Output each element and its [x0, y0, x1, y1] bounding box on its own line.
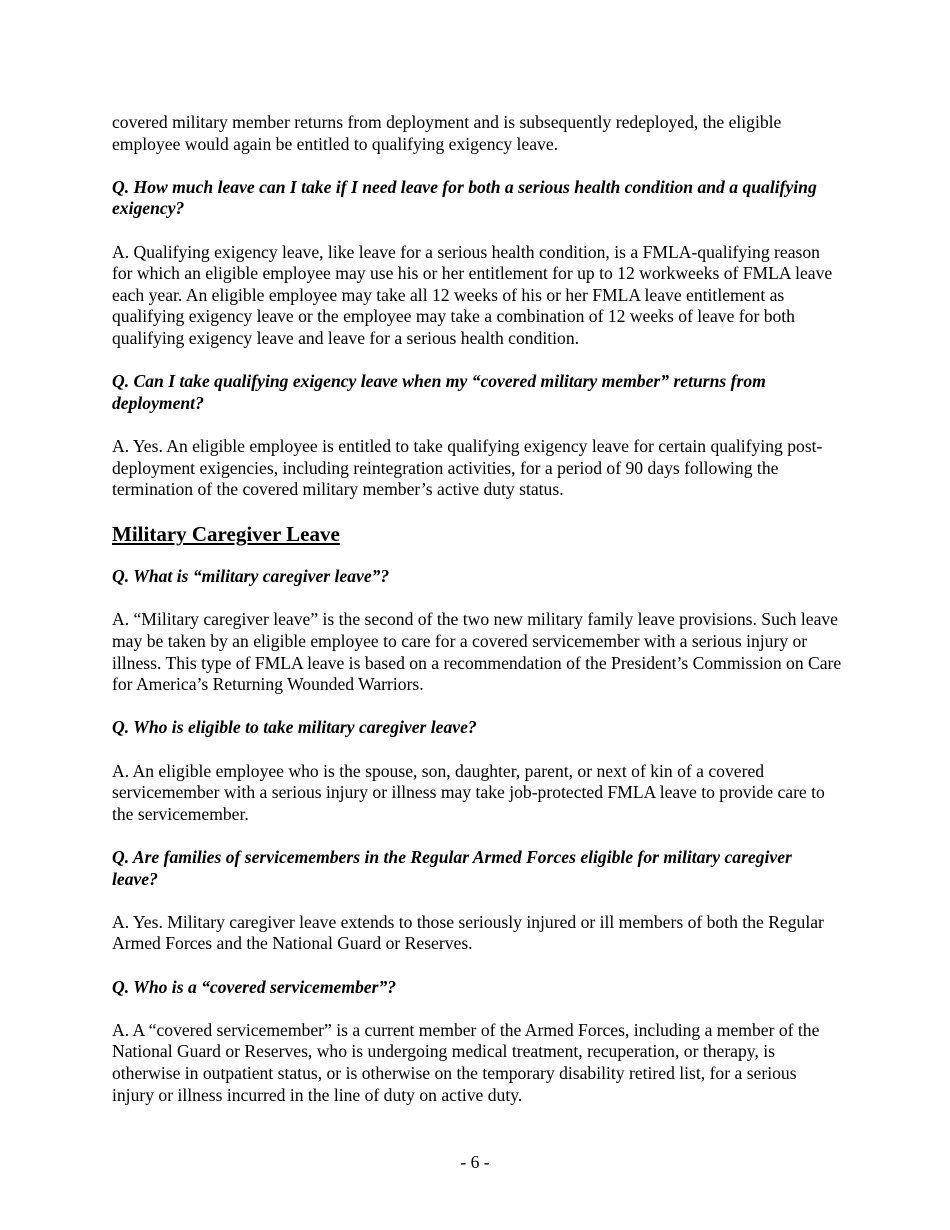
answer-who-is-eligible: A. An eligible employee who is the spouse, son, daughter, parent, or next of kin of a covered servicemember with a serious injury or illness may take job-protected FMLA leave to provide care to the servicemember. [112, 760, 825, 824]
page-number: - 6 - [460, 1152, 490, 1172]
question-post-deployment: Q. Can I take qualifying exigency leave when my “covered military member” returns from deployment? [112, 371, 766, 413]
answer-leave-both: A. Qualifying exigency leave, like leave for a serious health condition, is a FMLA-qualifying reason for which an eligible employee may use his or her entitlement for up to 12 workweeks of FMLA leave each year. An eligible employee may take all 12 weeks of his or her FMLA leave entitlement as qualifying exigency leave or the employee may take a combination of 12 weeks of leave for both qualifying exigency leave and leave for a serious health condition. [112, 241, 833, 348]
question-regular-armed-forces: Q. Are families of servicemembers in the Regular Armed Forces eligible for military caregiver leave? [112, 847, 792, 889]
answer-regular-armed-forces: A. Yes. Military caregiver leave extends to those seriously injured or ill members of both the Regular Armed Forces and the National Guard or Reserves. [112, 911, 824, 954]
continued-paragraph: covered military member returns from deployment and is subsequently redeployed, the eligible employee would again be entitled to qualifying exigency leave. [112, 112, 782, 154]
question-leave-both: Q. How much leave can I take if I need leave for both a serious health condition and a qualifying exigency? [112, 176, 817, 219]
question-covered-servicemember: Q. Who is a “covered servicemember”? [112, 976, 397, 997]
answer-what-is-caregiver-leave: A. “Military caregiver leave” is the second of the two new military family leave provisions. Such leave may be taken by an eligible employee to care for a covered servicemember with a serious injury or illness. This type of FMLA leave is based on a recommendation of the President’s Commission on Care for America’s Returning Wounded Warriors. [112, 609, 842, 695]
answer-covered-servicemember: A. A “covered servicemember” is a current member of the Armed Forces, including a member of the National Guard or Reserves, who is undergoing medical treatment, recuperation, or therapy, is otherwise in outpatient status, or is otherwise on the temporary disability retired list, for a serious injury or illness incurred in the line of duty on active duty. [112, 1019, 820, 1105]
question-who-is-eligible: Q. Who is eligible to take military caregiver leave? [112, 717, 477, 738]
question-what-is-caregiver-leave: Q. What is “military caregiver leave”? [112, 566, 390, 587]
section-heading-military-caregiver: Military Caregiver Leave [112, 522, 340, 547]
answer-post-deployment: A. Yes. An eligible employee is entitled to take qualifying exigency leave for certain qualifying post-deployment exigencies, including reintegration activities, for a period of 90 days following the termination of the covered military member’s active duty status. [112, 435, 823, 500]
document-page [112, 112, 842, 1128]
